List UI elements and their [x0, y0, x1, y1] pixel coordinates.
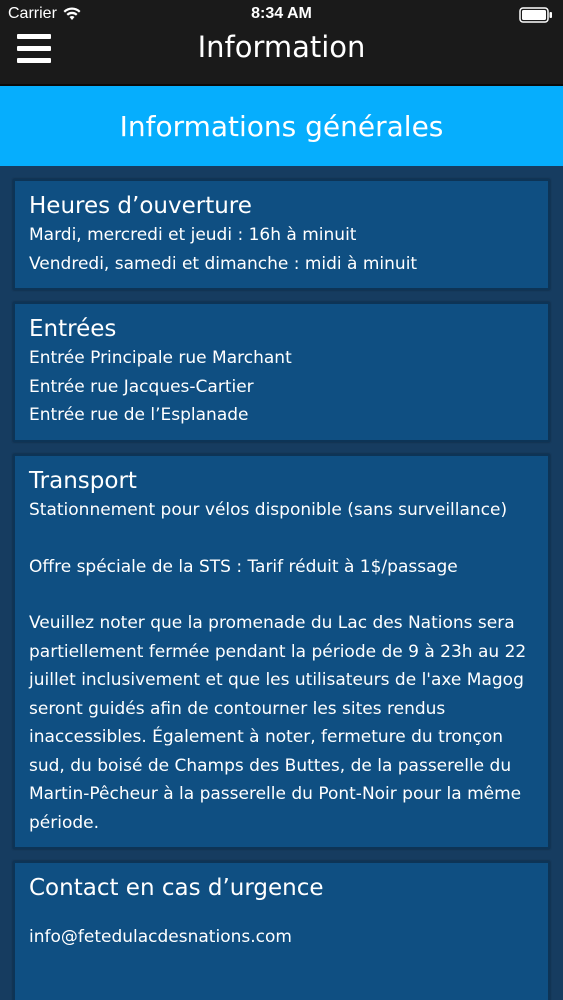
transport-bike-parking: Stationnement pour vélos disponible (sans surveillance)	[29, 500, 508, 520]
status-time: 8:34 AM	[251, 5, 312, 22]
card-title-emergency: Contact en cas d’urgence	[29, 875, 324, 901]
transport-sts-offer: Offre spéciale de la STS : Tarif réduit à 1$/passage	[29, 556, 458, 577]
entrance-line: Entrée rue Jacques-Cartier	[29, 376, 254, 397]
section-header: Informations générales	[0, 84, 563, 166]
battery-icon	[519, 7, 553, 23]
card-title-transport: Transport	[29, 468, 137, 494]
entrances-card	[13, 302, 550, 442]
transport-card	[13, 454, 550, 849]
status-bar	[0, 0, 563, 28]
carrier-label: Carrier	[8, 5, 57, 22]
entrance-line: Entrée rue de l’Esplanade	[29, 405, 249, 425]
hours-line: Vendredi, samedi et dimanche : midi à minuit	[29, 253, 418, 274]
transport-closure-notice: Veuillez noter que la promenade du Lac des Nations sera partiellement fermée pendant la période de 9 à 23h au 22 juillet inclusivement et que les utilisateurs de l'axe Magog seront guidés afin de contourner les sites rendus inaccessibles. Également à noter, fermeture du tronçon sud, du boisé de Champs des Buttes, de la passerelle du Martin-Pêcheur à la passerelle du Pont-Noir pour la même période.	[29, 613, 527, 833]
page-title: Information	[197, 30, 366, 64]
emergency-contact-card	[13, 861, 550, 1000]
card-title-entrances: Entrées	[29, 316, 117, 342]
navigation-bar	[0, 28, 563, 84]
hours-line: Mardi, mercredi et jeudi : 16h à minuit	[29, 225, 357, 245]
emergency-email-link[interactable]: info@fetedulacdesnations.com	[29, 927, 292, 947]
card-title-hours: Heures d’ouverture	[29, 193, 252, 219]
entrance-line: Entrée Principale rue Marchant	[29, 348, 292, 368]
opening-hours-card	[13, 179, 550, 290]
info-content[interactable]	[0, 166, 563, 1000]
